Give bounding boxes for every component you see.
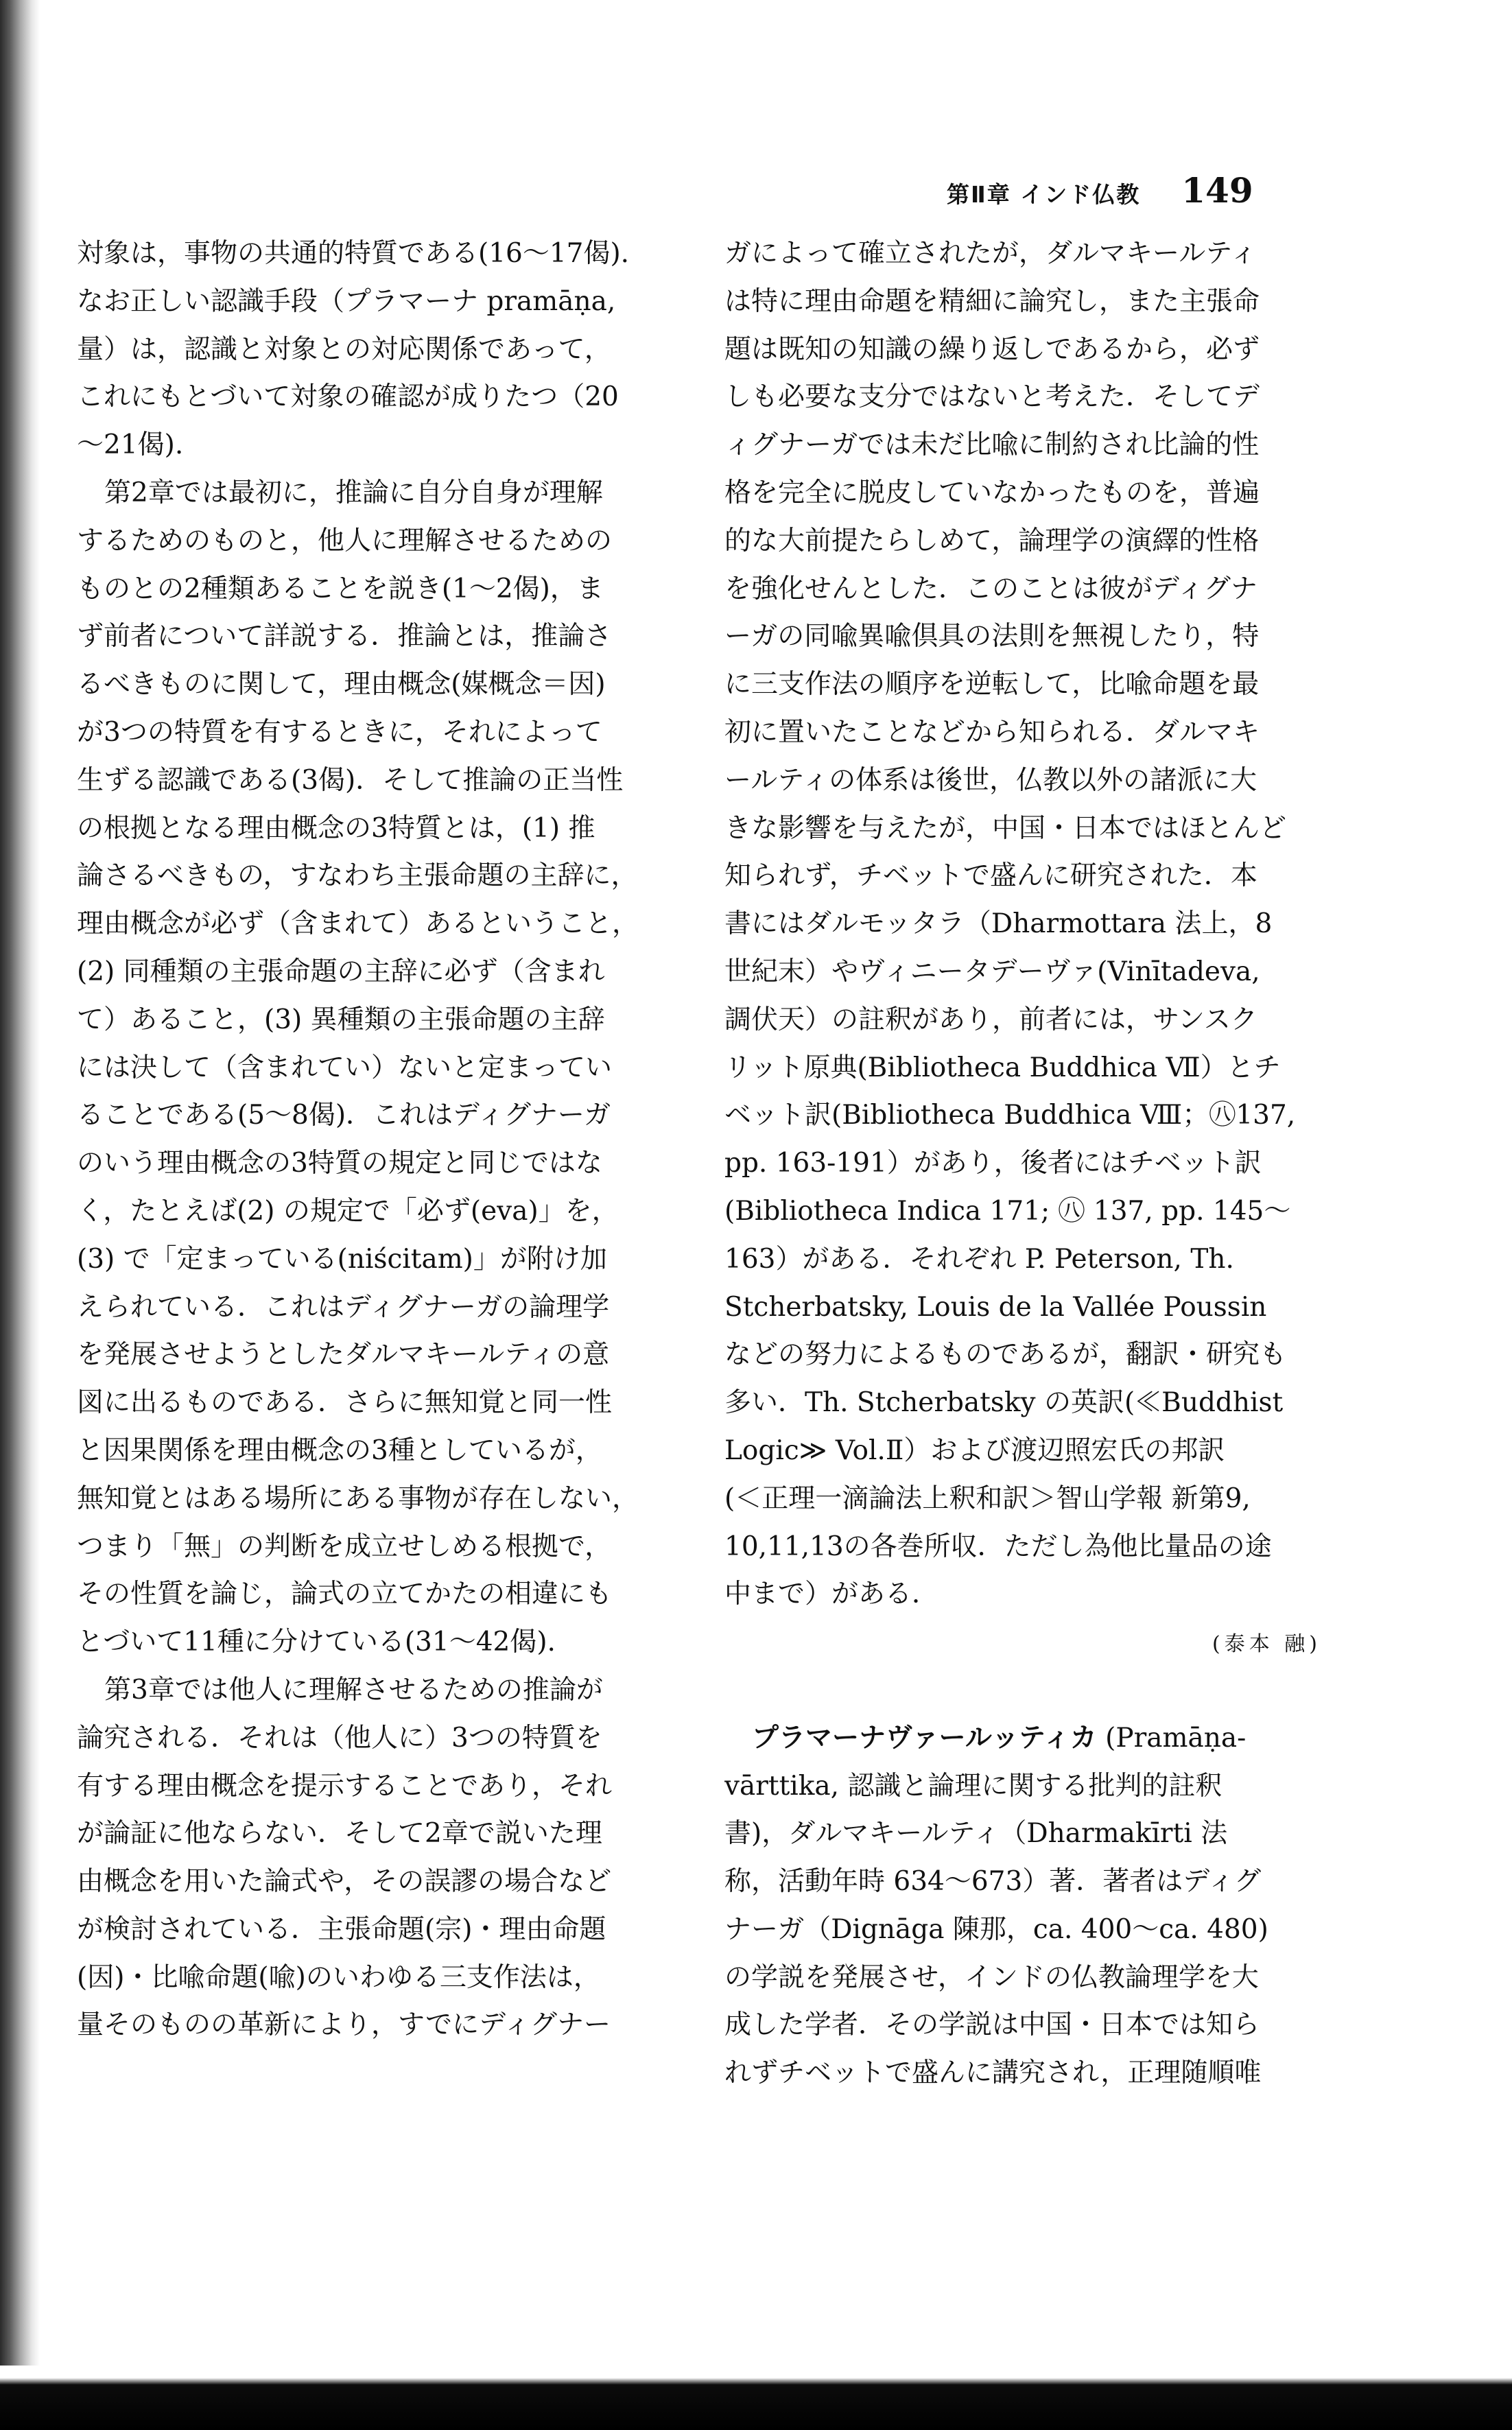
text-line: (2) 同種類の主張命題の主辞に必ず（含まれ: [77, 956, 605, 987]
entry-text-line: 書)，ダルマキールティ（Dharmakīrti 法: [724, 1818, 1228, 1850]
text-line: Logic≫ Vol.Ⅱ）および渡辺照宏氏の邦訳: [724, 1435, 1225, 1466]
text-line: 論究される．それは（他人に）3つの特質を: [77, 1722, 602, 1754]
text-line: 初に置いたことなどから知られる．ダルマキ: [724, 716, 1260, 748]
entry-headword-line: [724, 1714, 1328, 1762]
text-line: 世紀末）やヴィニータデーヴァ(Vinītadeva,: [724, 956, 1260, 987]
text-line: 生ずる認識である(3偈)．そして推論の正当性: [77, 764, 624, 796]
text-line: (3) で「定まっている(niścitam)」が附け加: [77, 1243, 607, 1275]
text-line: 量そのものの革新により，すでにディグナー: [77, 2009, 611, 2041]
paragraph-start-line: 第2章では最初に，推論に自分自身が理解: [104, 477, 603, 508]
text-line: きな影響を与えたが，中国・日本ではほとんど: [724, 812, 1287, 844]
text-line: 図に出るものである．さらに無知覚と同一性: [77, 1387, 613, 1419]
entry-text-line: 成した学者．その学説は中国・日本では知ら: [724, 2009, 1260, 2041]
text-line: ものとの2種類あることを説き(1～2偈)，ま: [77, 573, 604, 604]
text-line: とづいて11種に分けている(31～42偈).: [77, 1627, 556, 1658]
text-line: ガによって確立されたが，ダルマキールティ: [724, 238, 1257, 269]
text-line: pp. 163-191）があり，後者にはチベット訳: [724, 1148, 1262, 1179]
text-line: く，たとえば(2) の規定で「必ず(eva)」を，: [77, 1195, 619, 1227]
text-line: リット原典(Bibliotheca Buddhica Ⅶ）とチ: [724, 1052, 1281, 1083]
text-line: 由概念を用いた論式や，その誤謬の場合など: [77, 1866, 612, 1898]
text-line: ールティの体系は後世，仏教以外の諸派に大: [724, 764, 1257, 796]
text-line: 対象は，事物の共通的特質である(16～17偈).: [77, 238, 630, 269]
text-line: 無知覚とはある場所にある事物が存在しない，: [77, 1483, 639, 1514]
text-line: が検討されている．主張命題(宗)・理由命題: [77, 1913, 606, 1945]
right-text-column: [724, 230, 1328, 2097]
text-line: て）あること，(3) 異種類の主張命題の主辞: [77, 1004, 605, 1035]
text-line: (＜正理一滴論法上釈和訳＞智山学報 新第9,: [724, 1483, 1251, 1514]
author-signature: (泰本 融): [1212, 1632, 1321, 1657]
text-line: なお正しい認識手段（プラマーナ pramāṇa,: [77, 285, 616, 317]
text-line: Stcherbatsky, Louis de la Vallée Poussin: [724, 1291, 1267, 1323]
text-line: 量）は，認識と対象との対応関係であって，: [77, 333, 611, 365]
chapter-title: 第Ⅱ章 インド仏教: [947, 181, 1141, 208]
left-text-column: [77, 230, 681, 2049]
text-line: これにもとづいて対象の確認が成りたつ（20: [77, 381, 619, 413]
text-line: 知られず，チベットで盛んに研究された．本: [724, 860, 1257, 892]
text-line: 格を完全に脱皮していなかったものを，普遍: [724, 477, 1260, 508]
page-number: 149: [1181, 170, 1253, 211]
text-line: 書にはダルモッタラ（Dharmottara 法上，8: [724, 908, 1273, 940]
text-line: 163）がある．それぞれ P. Peterson, Th.: [724, 1243, 1234, 1275]
text-line: は特に理由命題を精細に論究し，また主張命: [724, 285, 1260, 317]
entry-spacer: [724, 1666, 1328, 1714]
text-line: ーガの同喩異喩倶具の法則を無視したり，特: [724, 621, 1260, 652]
text-line: と因果関係を理由概念の3種としているが，: [77, 1435, 602, 1466]
text-line: しも必要な支分ではないと考えた．そしてデ: [724, 381, 1260, 413]
text-line: 題は既知の知識の繰り返しであるから，必ず: [724, 333, 1260, 365]
scan-shadow-left-edge: [0, 0, 40, 2430]
entry-text: (Pramāṇa-: [1096, 1722, 1247, 1754]
text-line: が3つの特質を有するときに，それによって: [77, 716, 602, 748]
text-line: (因)・比喩命題(喩)のいわゆる三支作法は，: [77, 1961, 600, 1993]
text-line: のいう理由概念の3特質の規定と同じではな: [77, 1148, 602, 1179]
text-line: ～21偈).: [77, 429, 184, 461]
paragraph-start-line: 第3章では他人に理解させるための推論が: [104, 1674, 603, 1706]
text-line: 論さるべきもの，すなわち主張命題の主辞に，: [77, 860, 638, 892]
text-line: 10,11,13の各巻所収．ただし為他比量品の途: [724, 1531, 1272, 1562]
entry-text-line: れずチベットで盛んに講究され，正理随順唯: [724, 2057, 1262, 2089]
entry-headword: プラマーナヴァールッティカ: [752, 1722, 1097, 1754]
text-line: に三支作法の順序を逆転して，比喩命題を最: [724, 669, 1260, 700]
author-signature-line: [724, 1618, 1328, 1666]
text-line: 有する理由概念を提示することであり，それ: [77, 1770, 613, 1802]
text-line: 調伏天）の註釈があり，前者には，サンスク: [724, 1004, 1257, 1035]
scan-bottom-edge: [0, 2366, 1512, 2430]
text-line: の根拠となる理由概念の3特質とは，(1) 推: [77, 812, 595, 844]
text-line: ず前者について詳説する．推論とは，推論さ: [77, 621, 612, 652]
text-line: 的な大前提たらしめて，論理学の演繹的性格: [724, 525, 1260, 556]
text-line: 理由概念が必ず（含まれて）あるということ，: [77, 908, 639, 940]
entry-text-line: ナーガ（Dignāga 陳那，ca. 400～ca. 480): [724, 1913, 1268, 1945]
text-line: などの努力によるものであるが，翻訳・研究も: [724, 1339, 1287, 1371]
entry-text-line: 称，活動年時 634～673）著．著者はディグ: [724, 1866, 1262, 1898]
text-line: ィグナーガでは未だ比喩に制約され比論的性: [724, 429, 1260, 461]
text-line: が論証に他ならない．そして2章で説いた理: [77, 1818, 602, 1850]
text-line: るべきものに関して，理由概念(媒概念＝因): [77, 669, 606, 700]
text-line: ることである(5～8偈)．これはディグナーガ: [77, 1100, 611, 1131]
text-line: ベット訳(Bibliotheca Buddhica Ⅷ；㊇137,: [724, 1100, 1296, 1131]
text-line: (Bibliotheca Indica 171; ㊇ 137, pp. 145～: [724, 1195, 1291, 1227]
text-line: には決して（含まれてい）ないと定まってい: [77, 1052, 613, 1083]
text-line: つまり「無」の判断を成立せしめる根拠で，: [77, 1531, 612, 1562]
text-line: えられている．これはディグナーガの論理学: [77, 1291, 610, 1323]
text-line: を強化せんとした．このことは彼がディグナ: [724, 573, 1257, 604]
text-line: その性質を論じ，論式の立てかたの相違にも: [77, 1579, 613, 1610]
text-line: 中まで）がある．: [724, 1579, 939, 1610]
text-line: 多い．Th. Stcherbatsky の英訳(≪Buddhist: [724, 1387, 1284, 1419]
text-line: するためのものと，他人に理解させるための: [77, 525, 613, 556]
entry-text-line: の学説を発展させ，インドの仏教論理学を大: [724, 1961, 1259, 1993]
running-head: [947, 170, 1253, 218]
entry-text-line: vārttika, 認識と論理に関する批判的註釈: [724, 1770, 1222, 1802]
text-line: を発展させようとしたダルマキールティの意: [77, 1339, 610, 1371]
